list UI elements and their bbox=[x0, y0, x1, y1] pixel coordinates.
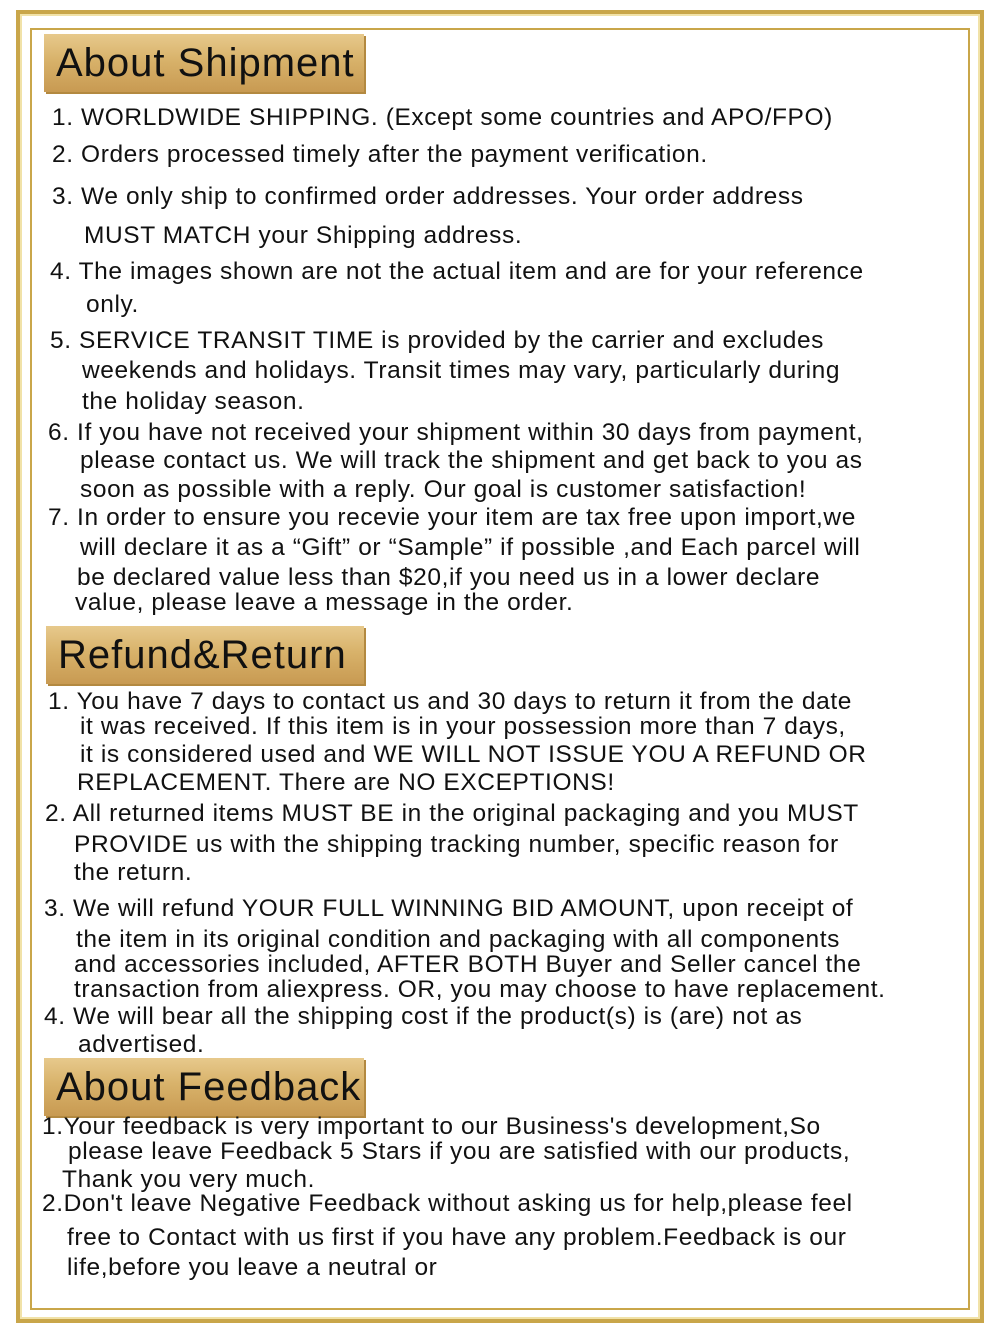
shipment-line: MUST MATCH your Shipping address. bbox=[84, 222, 523, 249]
shipment-line: be declared value less than $20,if you need us in a lower declare bbox=[77, 564, 821, 591]
refund-line: and accessories included, AFTER BOTH Buyer and Seller cancel the bbox=[74, 951, 862, 978]
shipment-line: 6. If you have not received your shipment within 30 days from payment, bbox=[48, 419, 864, 446]
shipment-line: only. bbox=[86, 291, 139, 318]
refund-line: 3. We will refund YOUR FULL WINNING BID AMOUNT, upon receipt of bbox=[44, 895, 854, 922]
refund-line: PROVIDE us with the shipping tracking number, specific reason for bbox=[74, 831, 839, 858]
shipment-line: the holiday season. bbox=[82, 388, 305, 415]
shipment-line: 1. WORLDWIDE SHIPPING. (Except some countries and APO/FPO) bbox=[52, 104, 833, 131]
feedback-line: free to Contact with us first if you have any problem.Feedback is our bbox=[67, 1224, 847, 1251]
refund-line: transaction from aliexpress. OR, you may choose to have replacement. bbox=[74, 976, 886, 1003]
shipment-heading bbox=[44, 34, 364, 92]
feedback-line: please leave Feedback 5 Stars if you are satisfied with our products, bbox=[68, 1138, 851, 1165]
shipment-line: 3. We only ship to confirmed order addresses. Your order address bbox=[52, 183, 804, 210]
feedback-heading bbox=[44, 1058, 364, 1116]
refund-line: REPLACEMENT. There are NO EXCEPTIONS! bbox=[77, 769, 615, 796]
shipment-line: soon as possible with a reply. Our goal is customer satisfaction! bbox=[80, 476, 807, 503]
shipment-line: weekends and holidays. Transit times may vary, particularly during bbox=[82, 357, 841, 384]
refund-line: it is considered used and WE WILL NOT ISSUE YOU A REFUND OR bbox=[80, 741, 867, 768]
feedback-heading-text: About Feedback bbox=[56, 1064, 362, 1109]
shipment-line: will declare it as a “Gift” or “Sample” if possible ,and Each parcel will bbox=[80, 534, 861, 561]
refund-line: the return. bbox=[74, 859, 193, 886]
shipment-line: 4. The images shown are not the actual item and are for your reference bbox=[50, 258, 864, 285]
refund-heading-text: Refund&Return bbox=[58, 632, 347, 677]
shipment-heading-text: About Shipment bbox=[56, 40, 355, 85]
shipment-line: please contact us. We will track the shipment and get back to you as bbox=[80, 447, 863, 474]
shipment-line: 2. Orders processed timely after the payment verification. bbox=[52, 141, 708, 168]
refund-line: the item in its original condition and packaging with all components bbox=[76, 926, 840, 953]
feedback-line: life,before you leave a neutral or bbox=[67, 1254, 438, 1281]
refund-line: 1. You have 7 days to contact us and 30 days to return it from the date bbox=[48, 688, 852, 715]
refund-line: advertised. bbox=[78, 1031, 205, 1058]
feedback-line: Thank you very much. bbox=[62, 1166, 316, 1193]
refund-line: 2. All returned items MUST BE in the original packaging and you MUST bbox=[45, 800, 859, 827]
shipment-line: 7. In order to ensure you recevie your item are tax free upon import,we bbox=[48, 504, 856, 531]
feedback-line: 1.Your feedback is very important to our Business's development,So bbox=[42, 1113, 821, 1140]
refund-heading bbox=[46, 626, 364, 684]
shipment-line: 5. SERVICE TRANSIT TIME is provided by the carrier and excludes bbox=[50, 327, 825, 354]
refund-line: 4. We will bear all the shipping cost if the product(s) is (are) not as bbox=[44, 1003, 803, 1030]
refund-line: it was received. If this item is in your possession more than 7 days, bbox=[80, 713, 846, 740]
feedback-line: 2.Don't leave Negative Feedback without asking us for help,please feel bbox=[42, 1190, 853, 1217]
shipment-line: value, please leave a message in the order. bbox=[75, 589, 574, 616]
